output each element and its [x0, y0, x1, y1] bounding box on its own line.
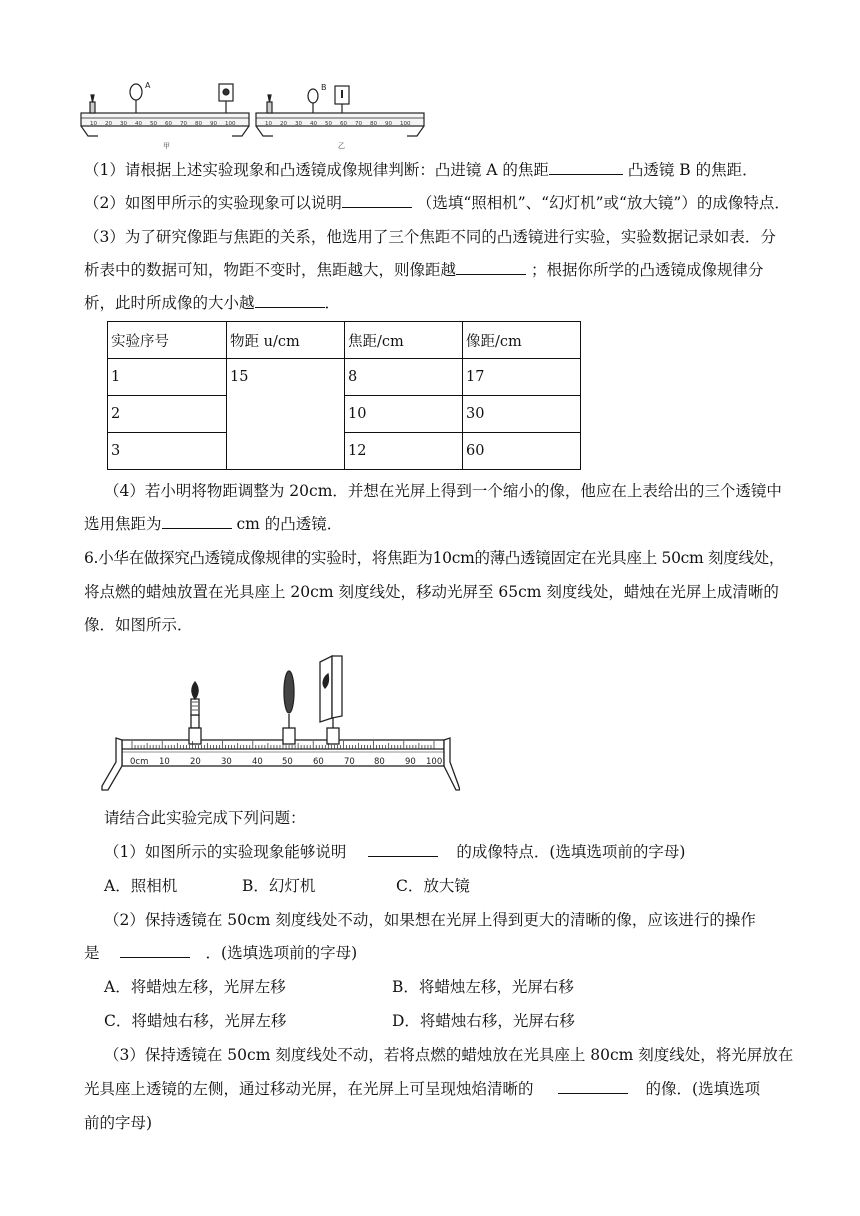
lens-a-label: A	[145, 81, 151, 90]
q5-part1-text: （1）请根据上述实验现象和凸透镜成像规律判断：凸进镜 A 的焦距	[84, 161, 549, 179]
svg-text:30: 30	[295, 121, 302, 127]
q5-part3-line3-tail: ．	[324, 294, 341, 312]
q6-sub2-line2-text: 是	[84, 944, 100, 962]
answer-blank[interactable]	[368, 855, 438, 857]
figure-a-label: 甲	[163, 142, 170, 150]
option-a[interactable]: A．照相机	[104, 877, 178, 895]
svg-text:100: 100	[400, 121, 411, 127]
header-object-distance: 物距 u/cm	[227, 322, 345, 359]
q5-part3-line2-tail: ；根据你所学的凸透镜成像规律分	[530, 261, 764, 279]
q6-sub3-line2-tail: 的像．(选填选项	[645, 1080, 761, 1098]
figure-b-label: 乙	[338, 142, 345, 150]
q6-sub3-line1: （3）保持透镜在 50cm 刻度线处不动，若将点燃的蜡烛放在光具座上 80cm 刻度线处，将光屏放在	[104, 1046, 794, 1064]
option-b[interactable]: B．将蜡烛左移，光屏右移	[392, 978, 574, 996]
scale-label: 100	[426, 757, 443, 767]
svg-text:80: 80	[370, 121, 377, 127]
scale-label: 70	[344, 757, 355, 767]
svg-text:80: 80	[195, 121, 202, 127]
svg-text:90: 90	[210, 121, 217, 127]
cell-focal: 10	[345, 396, 463, 433]
q6-sub1-tail: 的成像特点．(选填选项前的字母)	[456, 843, 686, 861]
svg-text:20: 20	[280, 121, 287, 127]
data-table	[107, 321, 581, 470]
svg-text:50: 50	[150, 121, 157, 127]
scale-label: 40	[252, 757, 263, 767]
q5-part3-line2	[84, 258, 763, 280]
scale-label: 50	[282, 757, 293, 767]
q5-part2-text: （2）如图甲所示的实验现象可以说明	[84, 194, 342, 212]
q6-sub3-line3: 前的字母)	[84, 1114, 153, 1132]
answer-blank[interactable]	[255, 306, 325, 308]
svg-text:70: 70	[355, 121, 362, 127]
q6-intro-line2: 将点燃的蜡烛放置在光具座上 20cm 刻度线处，移动光屏至 65cm 刻度线处，蜡烛在光屏上成清晰的	[84, 583, 779, 601]
header-trial: 实验序号	[108, 322, 227, 359]
cell-trial: 2	[108, 396, 227, 433]
scale-label: 80	[374, 757, 385, 767]
svg-text:60: 60	[340, 121, 347, 127]
answer-blank[interactable]	[342, 206, 412, 208]
q5-part4-line2-tail: cm 的凸透镜．	[236, 515, 343, 533]
svg-text:20: 20	[105, 121, 112, 127]
scale-label: 0cm	[130, 757, 149, 767]
q5-part2-tail: （选填“照相机”、“幻灯机”或“放大镜”）的成像特点．	[416, 194, 790, 212]
scale-label: 20	[190, 757, 201, 767]
answer-blank[interactable]	[558, 1092, 628, 1094]
q5-part3-line2-text: 析表中的数据可知，物距不变时，焦距越大，则像距越	[84, 261, 457, 279]
q6-intro-line1: 6.小华在做探究凸透镜成像规律的实验时，将焦距为10cm的薄凸透镜固定在光具座上 50cm 刻度线处，	[84, 549, 785, 567]
optical-bench-figure-b	[253, 80, 428, 150]
cell-trial: 1	[108, 359, 227, 396]
lens-b-label: B	[321, 83, 327, 92]
q5-part3-line1: （3）为了研究像距与焦距的关系，他选用了三个焦距不同的凸透镜进行实验，实验数据记录如表．分	[84, 228, 776, 246]
svg-text:10: 10	[265, 121, 272, 127]
table-header-row	[108, 322, 581, 359]
answer-blank[interactable]	[120, 956, 190, 958]
option-c[interactable]: C．将蜡烛右移，光屏左移	[104, 1012, 287, 1030]
scale-label: 10	[159, 757, 170, 767]
svg-text:90: 90	[385, 121, 392, 127]
header-focal-length: 焦距/cm	[345, 322, 463, 359]
q5-part2	[84, 191, 790, 213]
scale-label: 60	[313, 757, 324, 767]
cell-image: 30	[463, 396, 581, 433]
svg-text:70: 70	[180, 121, 187, 127]
svg-text:10: 10	[90, 121, 97, 127]
option-d[interactable]: D．将蜡烛右移，光屏右移	[392, 1012, 575, 1030]
answer-blank[interactable]	[549, 173, 623, 175]
optical-bench-figure-a	[78, 80, 253, 150]
scale-label: 30	[221, 757, 232, 767]
q5-part4-line1: （4）若小明将物距调整为 20cm．并想在光屏上得到一个缩小的像，他应在上表给出的三个透镜中	[104, 482, 782, 500]
q5-part3-line3-text: 析，此时所成像的大小越	[84, 294, 255, 312]
option-a[interactable]: A．将蜡烛左移，光屏左移	[104, 978, 286, 996]
q5-part4-line2	[84, 512, 342, 534]
svg-text:60: 60	[165, 121, 172, 127]
svg-text:100: 100	[225, 121, 236, 127]
table-row	[108, 359, 581, 396]
q6-sub1	[104, 840, 685, 862]
svg-text:30: 30	[120, 121, 127, 127]
q6-sub3-line2-text: 光具座上透镜的左侧，通过移动光屏，在光屏上可呈现烛焰清晰的	[84, 1080, 534, 1098]
svg-text:40: 40	[310, 121, 317, 127]
q6-sub2-line1: （2）保持透镜在 50cm 刻度线处不动，如果想在光屏上得到更大的清晰的像，应该进行的操作	[104, 911, 756, 929]
q5-part3-line3	[84, 291, 340, 313]
answer-blank[interactable]	[456, 273, 526, 275]
q6-sub2-line2-tail: ．(选填选项前的字母)	[205, 944, 358, 962]
option-b[interactable]: B．幻灯机	[242, 877, 316, 895]
table-row	[108, 396, 581, 433]
q6-prompt: 请结合此实验完成下列问题：	[104, 809, 306, 827]
cell-image: 60	[463, 433, 581, 470]
cell-focal: 12	[345, 433, 463, 470]
option-c[interactable]: C．放大镜	[396, 877, 470, 895]
cell-object-distance: 15	[227, 359, 345, 470]
q6-sub1-text: （1）如图所示的实验现象能够说明	[104, 843, 347, 861]
q5-part4-line2-text: 选用焦距为	[84, 515, 162, 533]
optical-bench-figure	[100, 652, 460, 792]
cell-image: 17	[463, 359, 581, 396]
cell-trial: 3	[108, 433, 227, 470]
table-row	[108, 433, 581, 470]
svg-text:40: 40	[135, 121, 142, 127]
cell-focal: 8	[345, 359, 463, 396]
svg-text:50: 50	[325, 121, 332, 127]
header-image-distance: 像距/cm	[463, 322, 581, 359]
q6-sub3-line2	[84, 1077, 760, 1099]
q5-part1-tail: 凸透镜 B 的焦距．	[627, 161, 758, 179]
scale-label: 90	[405, 757, 416, 767]
q6-intro-line3: 像．如图所示．	[84, 616, 193, 634]
answer-blank[interactable]	[162, 527, 232, 529]
q6-sub2-line2	[84, 941, 357, 963]
q5-part1	[84, 158, 758, 180]
